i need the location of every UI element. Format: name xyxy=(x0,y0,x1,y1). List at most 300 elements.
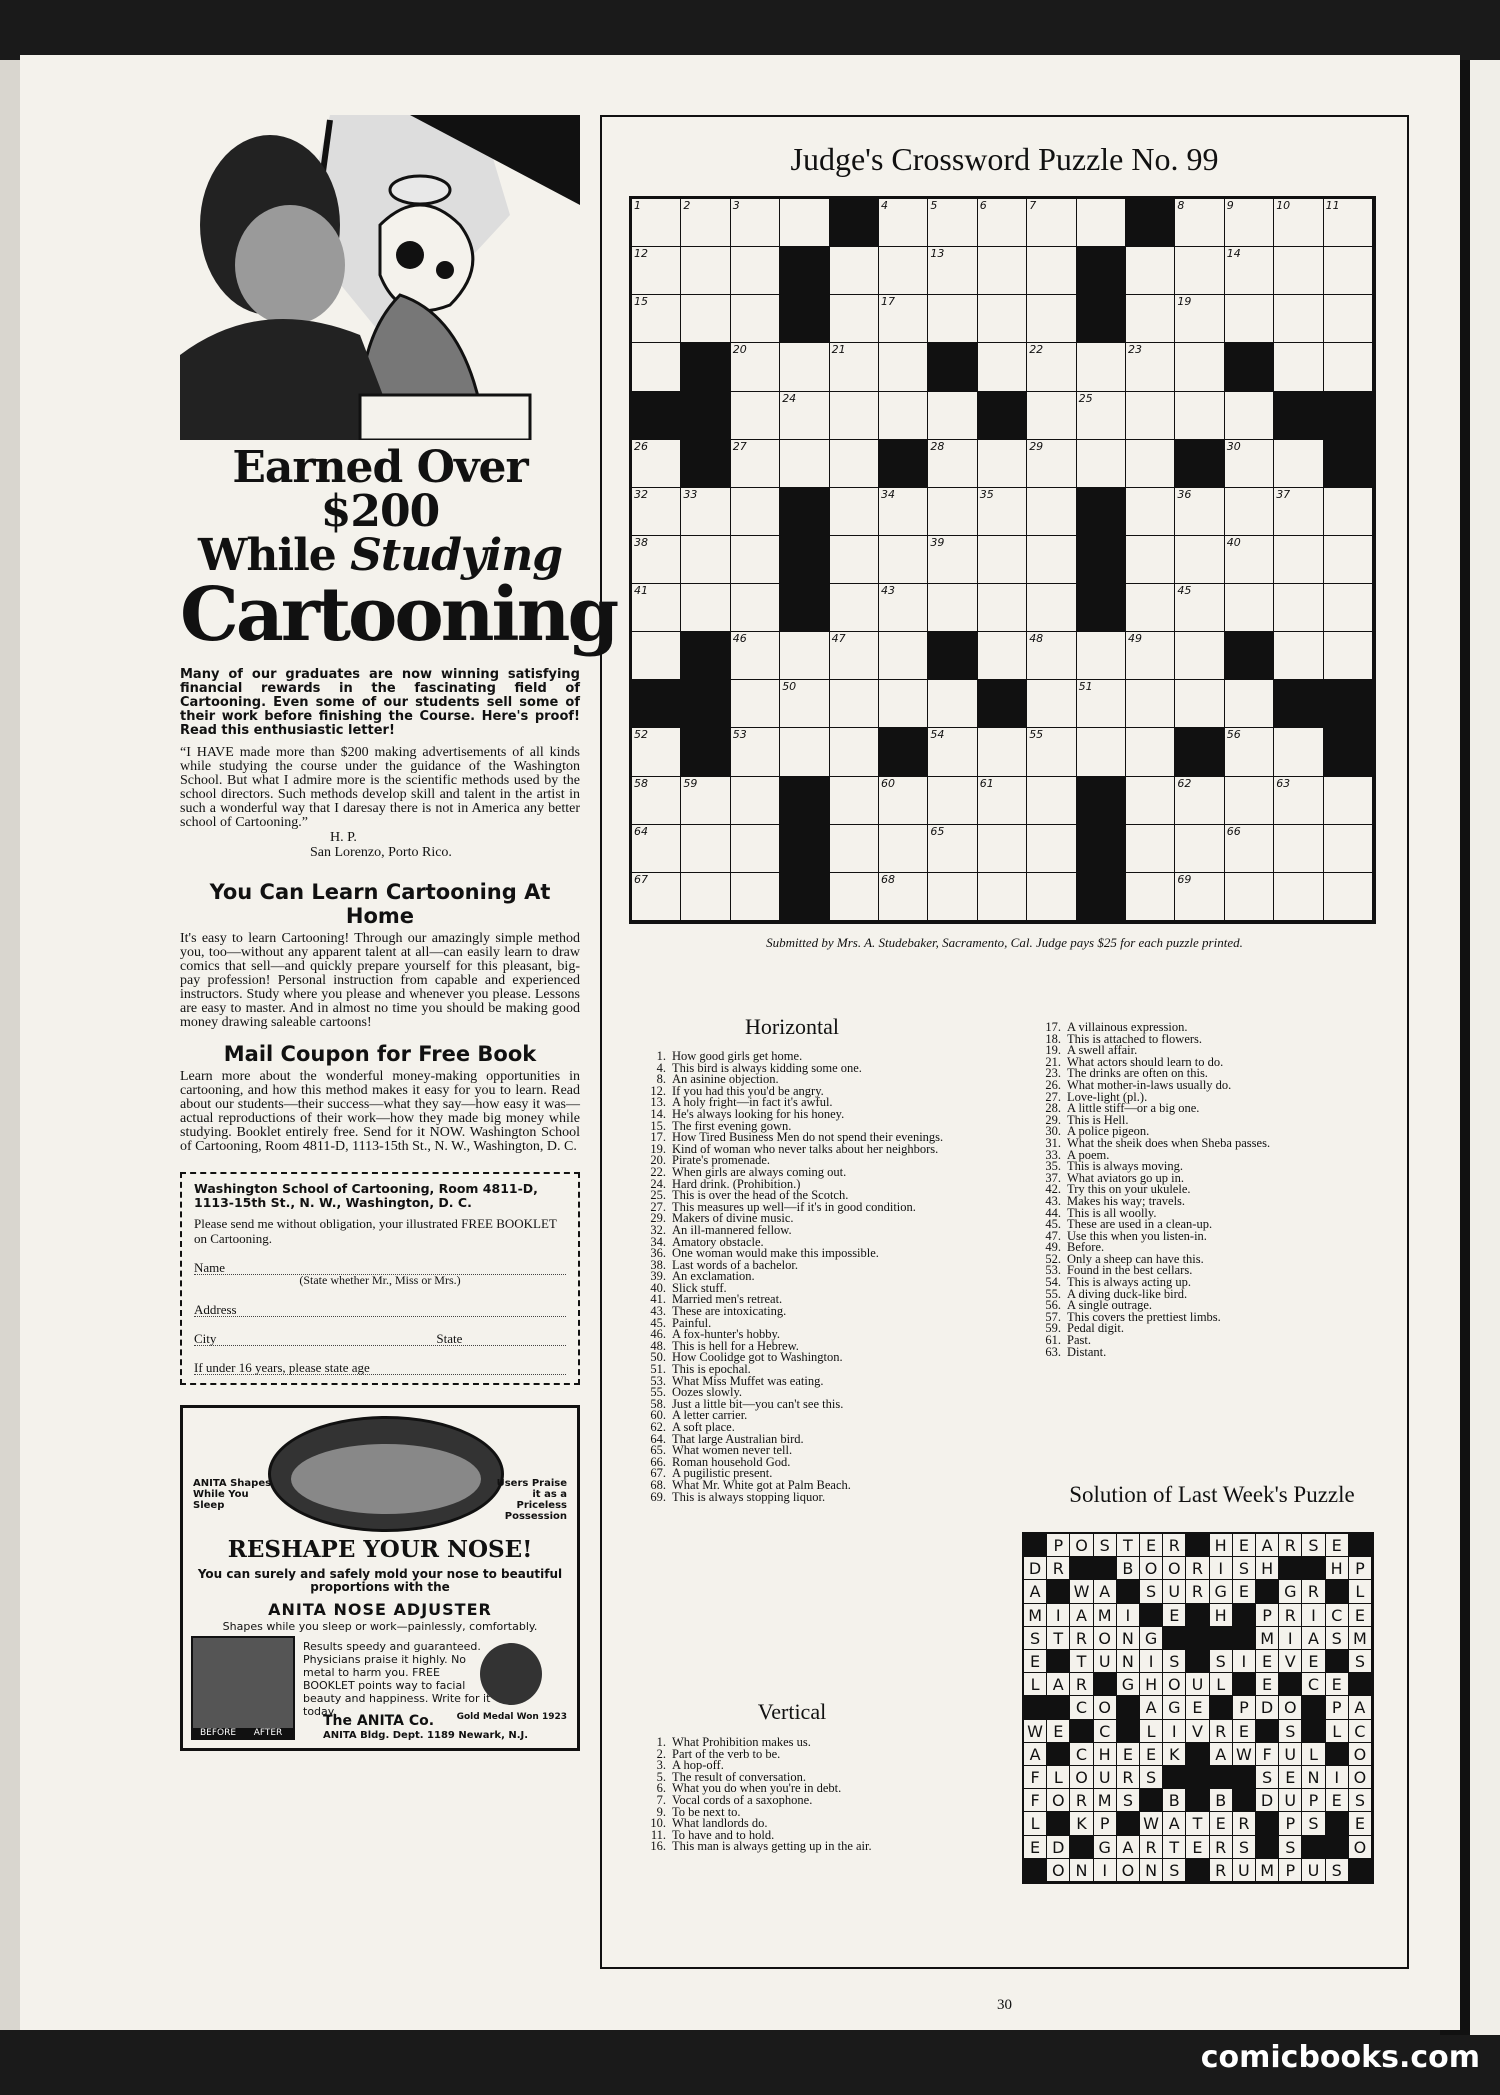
clue-number: 3. xyxy=(656,1758,666,1773)
puzzle-cell[interactable] xyxy=(928,392,977,440)
puzzle-cell[interactable] xyxy=(928,825,977,873)
black-square xyxy=(681,680,730,728)
puzzle-cell[interactable] xyxy=(632,728,681,776)
solution-letter: U xyxy=(1279,1789,1302,1812)
puzzle-cell[interactable] xyxy=(1274,825,1323,873)
solution-black-square xyxy=(1233,1766,1256,1789)
puzzle-cell[interactable] xyxy=(978,199,1027,247)
clue-text: What women never tell. xyxy=(672,1443,793,1458)
puzzle-cell[interactable] xyxy=(928,680,977,728)
clue-text: Before. xyxy=(1067,1240,1105,1255)
nose-ad-body: Results speedy and guaranteed. Physicians praise it highly. No metal to harm you. FREE BOOKLET points way to facial beauty and happiness. Write for it today. xyxy=(303,1640,491,1718)
solution-letter: R xyxy=(1279,1534,1302,1557)
puzzle-cell[interactable] xyxy=(1274,199,1323,247)
puzzle-cell[interactable] xyxy=(731,488,780,536)
puzzle-cell[interactable] xyxy=(1077,199,1126,247)
puzzle-cell[interactable] xyxy=(632,873,681,921)
solution-black-square xyxy=(1163,1627,1186,1650)
puzzle-cell[interactable] xyxy=(1225,295,1274,343)
clue-number: 58. xyxy=(650,1396,666,1411)
clue-text: This is Hell. xyxy=(1067,1112,1129,1127)
clue-text: Part of the verb to be. xyxy=(672,1746,781,1761)
puzzle-cell[interactable] xyxy=(780,680,829,728)
puzzle-cell[interactable] xyxy=(1027,680,1076,728)
puzzle-cell[interactable] xyxy=(1027,584,1076,632)
puzzle-cell[interactable] xyxy=(632,825,681,873)
puzzle-cell[interactable] xyxy=(1126,777,1175,825)
puzzle-cell[interactable] xyxy=(1225,247,1274,295)
puzzle-cell[interactable] xyxy=(830,440,879,488)
puzzle-cell[interactable] xyxy=(632,440,681,488)
clue-number: 63. xyxy=(1045,1344,1061,1359)
puzzle-cell[interactable] xyxy=(928,247,977,295)
puzzle-cell[interactable] xyxy=(1274,343,1323,391)
puzzle-cell[interactable] xyxy=(830,584,879,632)
puzzle-cell[interactable] xyxy=(681,584,730,632)
puzzle-cell[interactable] xyxy=(830,825,879,873)
solution-letter: L xyxy=(1047,1766,1070,1789)
puzzle-cell[interactable] xyxy=(1324,488,1373,536)
puzzle-cell[interactable] xyxy=(632,536,681,584)
solution-letter: A xyxy=(1302,1627,1325,1650)
puzzle-cell[interactable] xyxy=(879,295,928,343)
cell-number: 13 xyxy=(930,247,945,261)
puzzle-cell[interactable] xyxy=(830,247,879,295)
puzzle-cell[interactable] xyxy=(1175,247,1224,295)
puzzle-cell[interactable] xyxy=(978,295,1027,343)
solution-letter: E xyxy=(1233,1534,1256,1557)
clue-number: 29. xyxy=(650,1211,666,1226)
clue-text: A pugilistic present. xyxy=(672,1466,773,1481)
puzzle-cell[interactable] xyxy=(780,440,829,488)
puzzle-cell[interactable] xyxy=(1077,440,1126,488)
clue-text: Makes his way; travels. xyxy=(1067,1193,1186,1208)
cell-number: 33 xyxy=(683,487,698,501)
mail-coupon[interactable] xyxy=(180,1172,580,1385)
puzzle-cell[interactable] xyxy=(731,728,780,776)
black-square xyxy=(1077,584,1126,632)
black-square xyxy=(632,392,681,440)
coupon-city-field[interactable] xyxy=(194,1331,566,1346)
puzzle-cell[interactable] xyxy=(731,777,780,825)
puzzle-cell[interactable] xyxy=(632,777,681,825)
puzzle-cell[interactable] xyxy=(978,488,1027,536)
puzzle-cell[interactable] xyxy=(1027,728,1076,776)
puzzle-cell[interactable] xyxy=(928,199,977,247)
solution-letter: S xyxy=(1279,1836,1302,1859)
solution-letter: O xyxy=(1349,1836,1372,1859)
clue-text: What aviators go up in. xyxy=(1067,1170,1184,1185)
puzzle-cell[interactable] xyxy=(928,440,977,488)
puzzle-cell[interactable] xyxy=(978,632,1027,680)
after-label: AFTER xyxy=(243,1728,293,1738)
solution-letter: D xyxy=(1024,1557,1047,1580)
puzzle-cell[interactable] xyxy=(879,680,928,728)
crossword-grid[interactable] xyxy=(629,196,1376,924)
puzzle-cell[interactable] xyxy=(978,440,1027,488)
puzzle-cell[interactable] xyxy=(830,873,879,921)
puzzle-cell[interactable] xyxy=(978,247,1027,295)
puzzle-cell[interactable] xyxy=(978,728,1027,776)
puzzle-cell[interactable] xyxy=(1077,392,1126,440)
puzzle-cell[interactable] xyxy=(1274,632,1323,680)
solution-letter: A xyxy=(1349,1696,1372,1719)
solution-letter: D xyxy=(1256,1789,1279,1812)
puzzle-cell[interactable] xyxy=(1225,825,1274,873)
solution-black-square xyxy=(1302,1696,1325,1719)
solution-letter: A xyxy=(1256,1534,1279,1557)
puzzle-cell[interactable] xyxy=(1077,680,1126,728)
puzzle-cell[interactable] xyxy=(1225,873,1274,921)
puzzle-cell[interactable] xyxy=(1324,777,1373,825)
clue-text: When girls are always coming out. xyxy=(672,1164,847,1179)
clue-text: These are used in a clean-up. xyxy=(1067,1217,1213,1232)
cell-number: 52 xyxy=(634,728,648,742)
puzzle-cell[interactable] xyxy=(1324,873,1373,921)
cell-number: 55 xyxy=(1029,728,1044,742)
puzzle-cell[interactable] xyxy=(731,584,780,632)
puzzle-cell[interactable] xyxy=(879,632,928,680)
puzzle-cell[interactable] xyxy=(928,777,977,825)
puzzle-cell[interactable] xyxy=(1225,680,1274,728)
black-square xyxy=(1175,728,1224,776)
puzzle-cell[interactable] xyxy=(879,536,928,584)
puzzle-cell[interactable] xyxy=(731,536,780,584)
puzzle-cell[interactable] xyxy=(879,343,928,391)
puzzle-cell[interactable] xyxy=(731,632,780,680)
puzzle-cell[interactable] xyxy=(978,584,1027,632)
solution-letter: O xyxy=(1117,1859,1140,1882)
testimonial-signature: H. P. xyxy=(330,830,357,845)
horizontal-clues xyxy=(632,1051,992,1503)
black-square xyxy=(1324,440,1373,488)
puzzle-cell[interactable] xyxy=(780,199,829,247)
solution-letter: O xyxy=(1070,1534,1093,1557)
solution-letter: S xyxy=(1163,1859,1186,1882)
solution-letter: S xyxy=(1140,1580,1163,1603)
puzzle-cell[interactable] xyxy=(1027,199,1076,247)
puzzle-cell[interactable] xyxy=(632,295,681,343)
cell-number: 20 xyxy=(732,343,747,357)
puzzle-cell[interactable] xyxy=(830,632,879,680)
puzzle-cell[interactable] xyxy=(1027,343,1076,391)
puzzle-cell[interactable] xyxy=(1175,343,1224,391)
puzzle-cell[interactable] xyxy=(1027,536,1076,584)
puzzle-cell[interactable] xyxy=(1274,536,1323,584)
solution-black-square xyxy=(1047,1743,1070,1766)
puzzle-cell[interactable] xyxy=(1175,777,1224,825)
cell-number: 60 xyxy=(881,776,895,790)
puzzle-cell[interactable] xyxy=(681,488,730,536)
puzzle-cell[interactable] xyxy=(1274,247,1323,295)
puzzle-cell[interactable] xyxy=(731,440,780,488)
puzzle-cell[interactable] xyxy=(1274,873,1323,921)
puzzle-cell[interactable] xyxy=(731,392,780,440)
puzzle-cell[interactable] xyxy=(681,825,730,873)
solution-black-square xyxy=(1233,1627,1256,1650)
puzzle-cell[interactable] xyxy=(978,777,1027,825)
puzzle-cell[interactable] xyxy=(1126,295,1175,343)
puzzle-cell[interactable] xyxy=(1027,825,1076,873)
puzzle-cell[interactable] xyxy=(1175,488,1224,536)
solution-letter: R xyxy=(1070,1627,1093,1650)
puzzle-cell[interactable] xyxy=(928,295,977,343)
puzzle-cell[interactable] xyxy=(978,343,1027,391)
clue-text: What mother-in-laws usually do. xyxy=(1067,1077,1232,1092)
cell-number: 11 xyxy=(1325,199,1340,212)
puzzle-cell[interactable] xyxy=(1324,343,1373,391)
puzzle-cell[interactable] xyxy=(1324,247,1373,295)
puzzle-cell[interactable] xyxy=(632,488,681,536)
puzzle-cell[interactable] xyxy=(731,825,780,873)
puzzle-cell[interactable] xyxy=(1027,247,1076,295)
solution-black-square xyxy=(1163,1766,1186,1789)
puzzle-cell[interactable] xyxy=(1027,440,1076,488)
clue-number: 67. xyxy=(650,1466,666,1481)
puzzle-cell[interactable] xyxy=(731,343,780,391)
puzzle-cell[interactable] xyxy=(879,777,928,825)
puzzle-cell[interactable] xyxy=(830,536,879,584)
puzzle-cell[interactable] xyxy=(928,488,977,536)
puzzle-cell[interactable] xyxy=(632,632,681,680)
puzzle-cell[interactable] xyxy=(632,584,681,632)
puzzle-cell[interactable] xyxy=(1126,247,1175,295)
puzzle-cell[interactable] xyxy=(1324,295,1373,343)
solution-letter: A xyxy=(1024,1580,1047,1603)
puzzle-cell[interactable] xyxy=(1027,295,1076,343)
puzzle-cell[interactable] xyxy=(681,199,730,247)
puzzle-cell[interactable] xyxy=(879,392,928,440)
puzzle-cell[interactable] xyxy=(1126,873,1175,921)
puzzle-cell[interactable] xyxy=(731,199,780,247)
puzzle-cell[interactable] xyxy=(1126,440,1175,488)
puzzle-cell[interactable] xyxy=(1077,632,1126,680)
clue-number: 15. xyxy=(650,1118,666,1133)
puzzle-cell[interactable] xyxy=(1274,295,1323,343)
puzzle-cell[interactable] xyxy=(830,680,879,728)
puzzle-cell[interactable] xyxy=(879,199,928,247)
puzzle-cell[interactable] xyxy=(1027,873,1076,921)
puzzle-cell[interactable] xyxy=(1324,825,1373,873)
clue-number: 19. xyxy=(1045,1043,1061,1058)
solution-black-square xyxy=(1210,1766,1233,1789)
puzzle-cell[interactable] xyxy=(830,777,879,825)
cell-number: 34 xyxy=(881,487,895,501)
clue-text: Just a little bit—you can't see this. xyxy=(672,1396,844,1411)
puzzle-cell[interactable] xyxy=(681,536,730,584)
puzzle-cell[interactable] xyxy=(879,584,928,632)
puzzle-cell[interactable] xyxy=(632,343,681,391)
cell-number: 28 xyxy=(930,439,945,453)
clue-number: 32. xyxy=(650,1222,666,1237)
puzzle-cell[interactable] xyxy=(1175,632,1224,680)
puzzle-cell[interactable] xyxy=(681,873,730,921)
puzzle-cell[interactable] xyxy=(780,343,829,391)
puzzle-cell[interactable] xyxy=(731,295,780,343)
puzzle-cell[interactable] xyxy=(1175,873,1224,921)
clue-text: This is always stopping liquor. xyxy=(672,1489,826,1504)
clue-number: 10. xyxy=(650,1816,666,1831)
solution-letter: A xyxy=(1210,1743,1233,1766)
black-square xyxy=(1077,295,1126,343)
solution-letter: G xyxy=(1117,1673,1140,1696)
puzzle-cell[interactable] xyxy=(928,873,977,921)
puzzle-cell[interactable] xyxy=(1274,488,1323,536)
black-square xyxy=(1077,488,1126,536)
puzzle-cell[interactable] xyxy=(1274,440,1323,488)
solution-letter: P xyxy=(1279,1812,1302,1835)
puzzle-cell[interactable] xyxy=(1175,825,1224,873)
puzzle-cell[interactable] xyxy=(681,777,730,825)
solution-letter: V xyxy=(1279,1650,1302,1673)
clue xyxy=(1027,1344,1387,1359)
clue-number: 21. xyxy=(1045,1054,1061,1069)
puzzle-cell[interactable] xyxy=(1225,584,1274,632)
solution-letter: O xyxy=(1094,1627,1117,1650)
solution-letter: O xyxy=(1163,1557,1186,1580)
solution-letter: E xyxy=(1233,1580,1256,1603)
puzzle-cell[interactable] xyxy=(928,536,977,584)
puzzle-cell[interactable] xyxy=(1274,777,1323,825)
cell-number: 26 xyxy=(634,439,648,453)
clue-text: A soft place. xyxy=(672,1420,735,1434)
puzzle-cell[interactable] xyxy=(1027,488,1076,536)
solution-black-square xyxy=(1117,1720,1140,1743)
solution-letter: S xyxy=(1094,1534,1117,1557)
puzzle-cell[interactable] xyxy=(1324,584,1373,632)
clue-text: How Tired Business Men do not spend their evenings. xyxy=(672,1130,944,1145)
puzzle-cell[interactable] xyxy=(978,536,1027,584)
puzzle-cell[interactable] xyxy=(1027,392,1076,440)
puzzle-cell[interactable] xyxy=(1126,825,1175,873)
solution-letter: S xyxy=(1117,1789,1140,1812)
puzzle-cell[interactable] xyxy=(1225,488,1274,536)
puzzle-cell[interactable] xyxy=(731,680,780,728)
puzzle-cell[interactable] xyxy=(1077,728,1126,776)
puzzle-cell[interactable] xyxy=(1175,680,1224,728)
puzzle-cell[interactable] xyxy=(1225,536,1274,584)
solution-letter: P xyxy=(1349,1557,1372,1580)
puzzle-cell[interactable] xyxy=(1077,343,1126,391)
clue-text: Makers of divine music. xyxy=(672,1211,794,1226)
puzzle-cell[interactable] xyxy=(830,295,879,343)
puzzle-cell[interactable] xyxy=(632,199,681,247)
puzzle-cell[interactable] xyxy=(1126,488,1175,536)
puzzle-cell[interactable] xyxy=(1126,343,1175,391)
clue-number: 4. xyxy=(656,1060,666,1075)
puzzle-cell[interactable] xyxy=(1175,295,1224,343)
puzzle-cell[interactable] xyxy=(1175,392,1224,440)
clue-number: 60. xyxy=(650,1408,666,1423)
puzzle-cell[interactable] xyxy=(632,247,681,295)
clue-number: 19. xyxy=(650,1141,666,1156)
puzzle-cell[interactable] xyxy=(731,873,780,921)
puzzle-cell[interactable] xyxy=(928,728,977,776)
puzzle-cell[interactable] xyxy=(830,343,879,391)
solution-letter: U xyxy=(1233,1859,1256,1882)
puzzle-cell[interactable] xyxy=(731,247,780,295)
puzzle-cell[interactable] xyxy=(928,584,977,632)
puzzle-cell[interactable] xyxy=(1225,392,1274,440)
puzzle-cell[interactable] xyxy=(1126,632,1175,680)
puzzle-cell[interactable] xyxy=(1126,392,1175,440)
puzzle-cell[interactable] xyxy=(1027,632,1076,680)
clue-number: 9. xyxy=(656,1804,666,1819)
solution-black-square xyxy=(1326,1836,1349,1859)
puzzle-cell[interactable] xyxy=(1175,584,1224,632)
puzzle-cell[interactable] xyxy=(780,728,829,776)
puzzle-cell[interactable] xyxy=(780,632,829,680)
solution-letter: A xyxy=(1140,1696,1163,1719)
clue-text: Try this on your ukulele. xyxy=(1067,1182,1191,1197)
puzzle-cell[interactable] xyxy=(1225,728,1274,776)
puzzle-cell[interactable] xyxy=(879,825,928,873)
puzzle-cell[interactable] xyxy=(681,295,730,343)
solution-letter: A xyxy=(1117,1836,1140,1859)
black-square xyxy=(632,680,681,728)
solution-letter: L xyxy=(1140,1720,1163,1743)
puzzle-cell[interactable] xyxy=(1274,728,1323,776)
puzzle-cell[interactable] xyxy=(879,247,928,295)
cell-number: 19 xyxy=(1177,295,1192,309)
solution-black-square xyxy=(1186,1604,1209,1627)
cell-number: 66 xyxy=(1226,824,1241,838)
puzzle-cell[interactable] xyxy=(1324,199,1373,247)
puzzle-cell[interactable] xyxy=(830,488,879,536)
puzzle-cell[interactable] xyxy=(1324,536,1373,584)
puzzle-cell[interactable] xyxy=(1027,777,1076,825)
solution-letter: H xyxy=(1326,1557,1349,1580)
puzzle-cell[interactable] xyxy=(1126,728,1175,776)
puzzle-cell[interactable] xyxy=(830,392,879,440)
puzzle-cell[interactable] xyxy=(879,873,928,921)
puzzle-cell[interactable] xyxy=(1126,680,1175,728)
solution-letter: S xyxy=(1326,1859,1349,1882)
clue-text: Pedal digit. xyxy=(1067,1321,1124,1336)
solution-black-square xyxy=(1302,1836,1325,1859)
puzzle-cell[interactable] xyxy=(1175,536,1224,584)
clue-number: 42. xyxy=(1045,1182,1061,1197)
puzzle-cell[interactable] xyxy=(1126,584,1175,632)
puzzle-cell[interactable] xyxy=(830,728,879,776)
solution-letter: P xyxy=(1256,1604,1279,1627)
solution-black-square xyxy=(1349,1859,1372,1882)
puzzle-cell[interactable] xyxy=(1274,584,1323,632)
puzzle-cell[interactable] xyxy=(780,392,829,440)
solution-letter: L xyxy=(1024,1812,1047,1835)
cell-number: 32 xyxy=(634,487,648,501)
puzzle-cell[interactable] xyxy=(681,247,730,295)
puzzle-cell[interactable] xyxy=(1225,440,1274,488)
puzzle-cell[interactable] xyxy=(1126,536,1175,584)
coupon-address-field[interactable] xyxy=(194,1302,566,1317)
puzzle-cell[interactable] xyxy=(978,873,1027,921)
puzzle-cell[interactable] xyxy=(1225,199,1274,247)
puzzle-cell[interactable] xyxy=(1324,632,1373,680)
cell-number: 8 xyxy=(1177,199,1185,212)
puzzle-cell[interactable] xyxy=(1225,777,1274,825)
puzzle-cell[interactable] xyxy=(978,825,1027,873)
nose-ad-shapes: Shapes while you sleep or work—painlessly, comfortably. xyxy=(222,1620,538,1633)
coupon-age-field[interactable] xyxy=(194,1360,566,1375)
puzzle-cell[interactable] xyxy=(879,488,928,536)
cell-number: 43 xyxy=(881,584,895,598)
puzzle-cell[interactable] xyxy=(1175,199,1224,247)
black-square xyxy=(1274,680,1323,728)
watermark: comicbooks.com xyxy=(1200,2040,1480,2075)
solution-letter: R xyxy=(1302,1580,1325,1603)
cell-number: 6 xyxy=(979,199,987,212)
